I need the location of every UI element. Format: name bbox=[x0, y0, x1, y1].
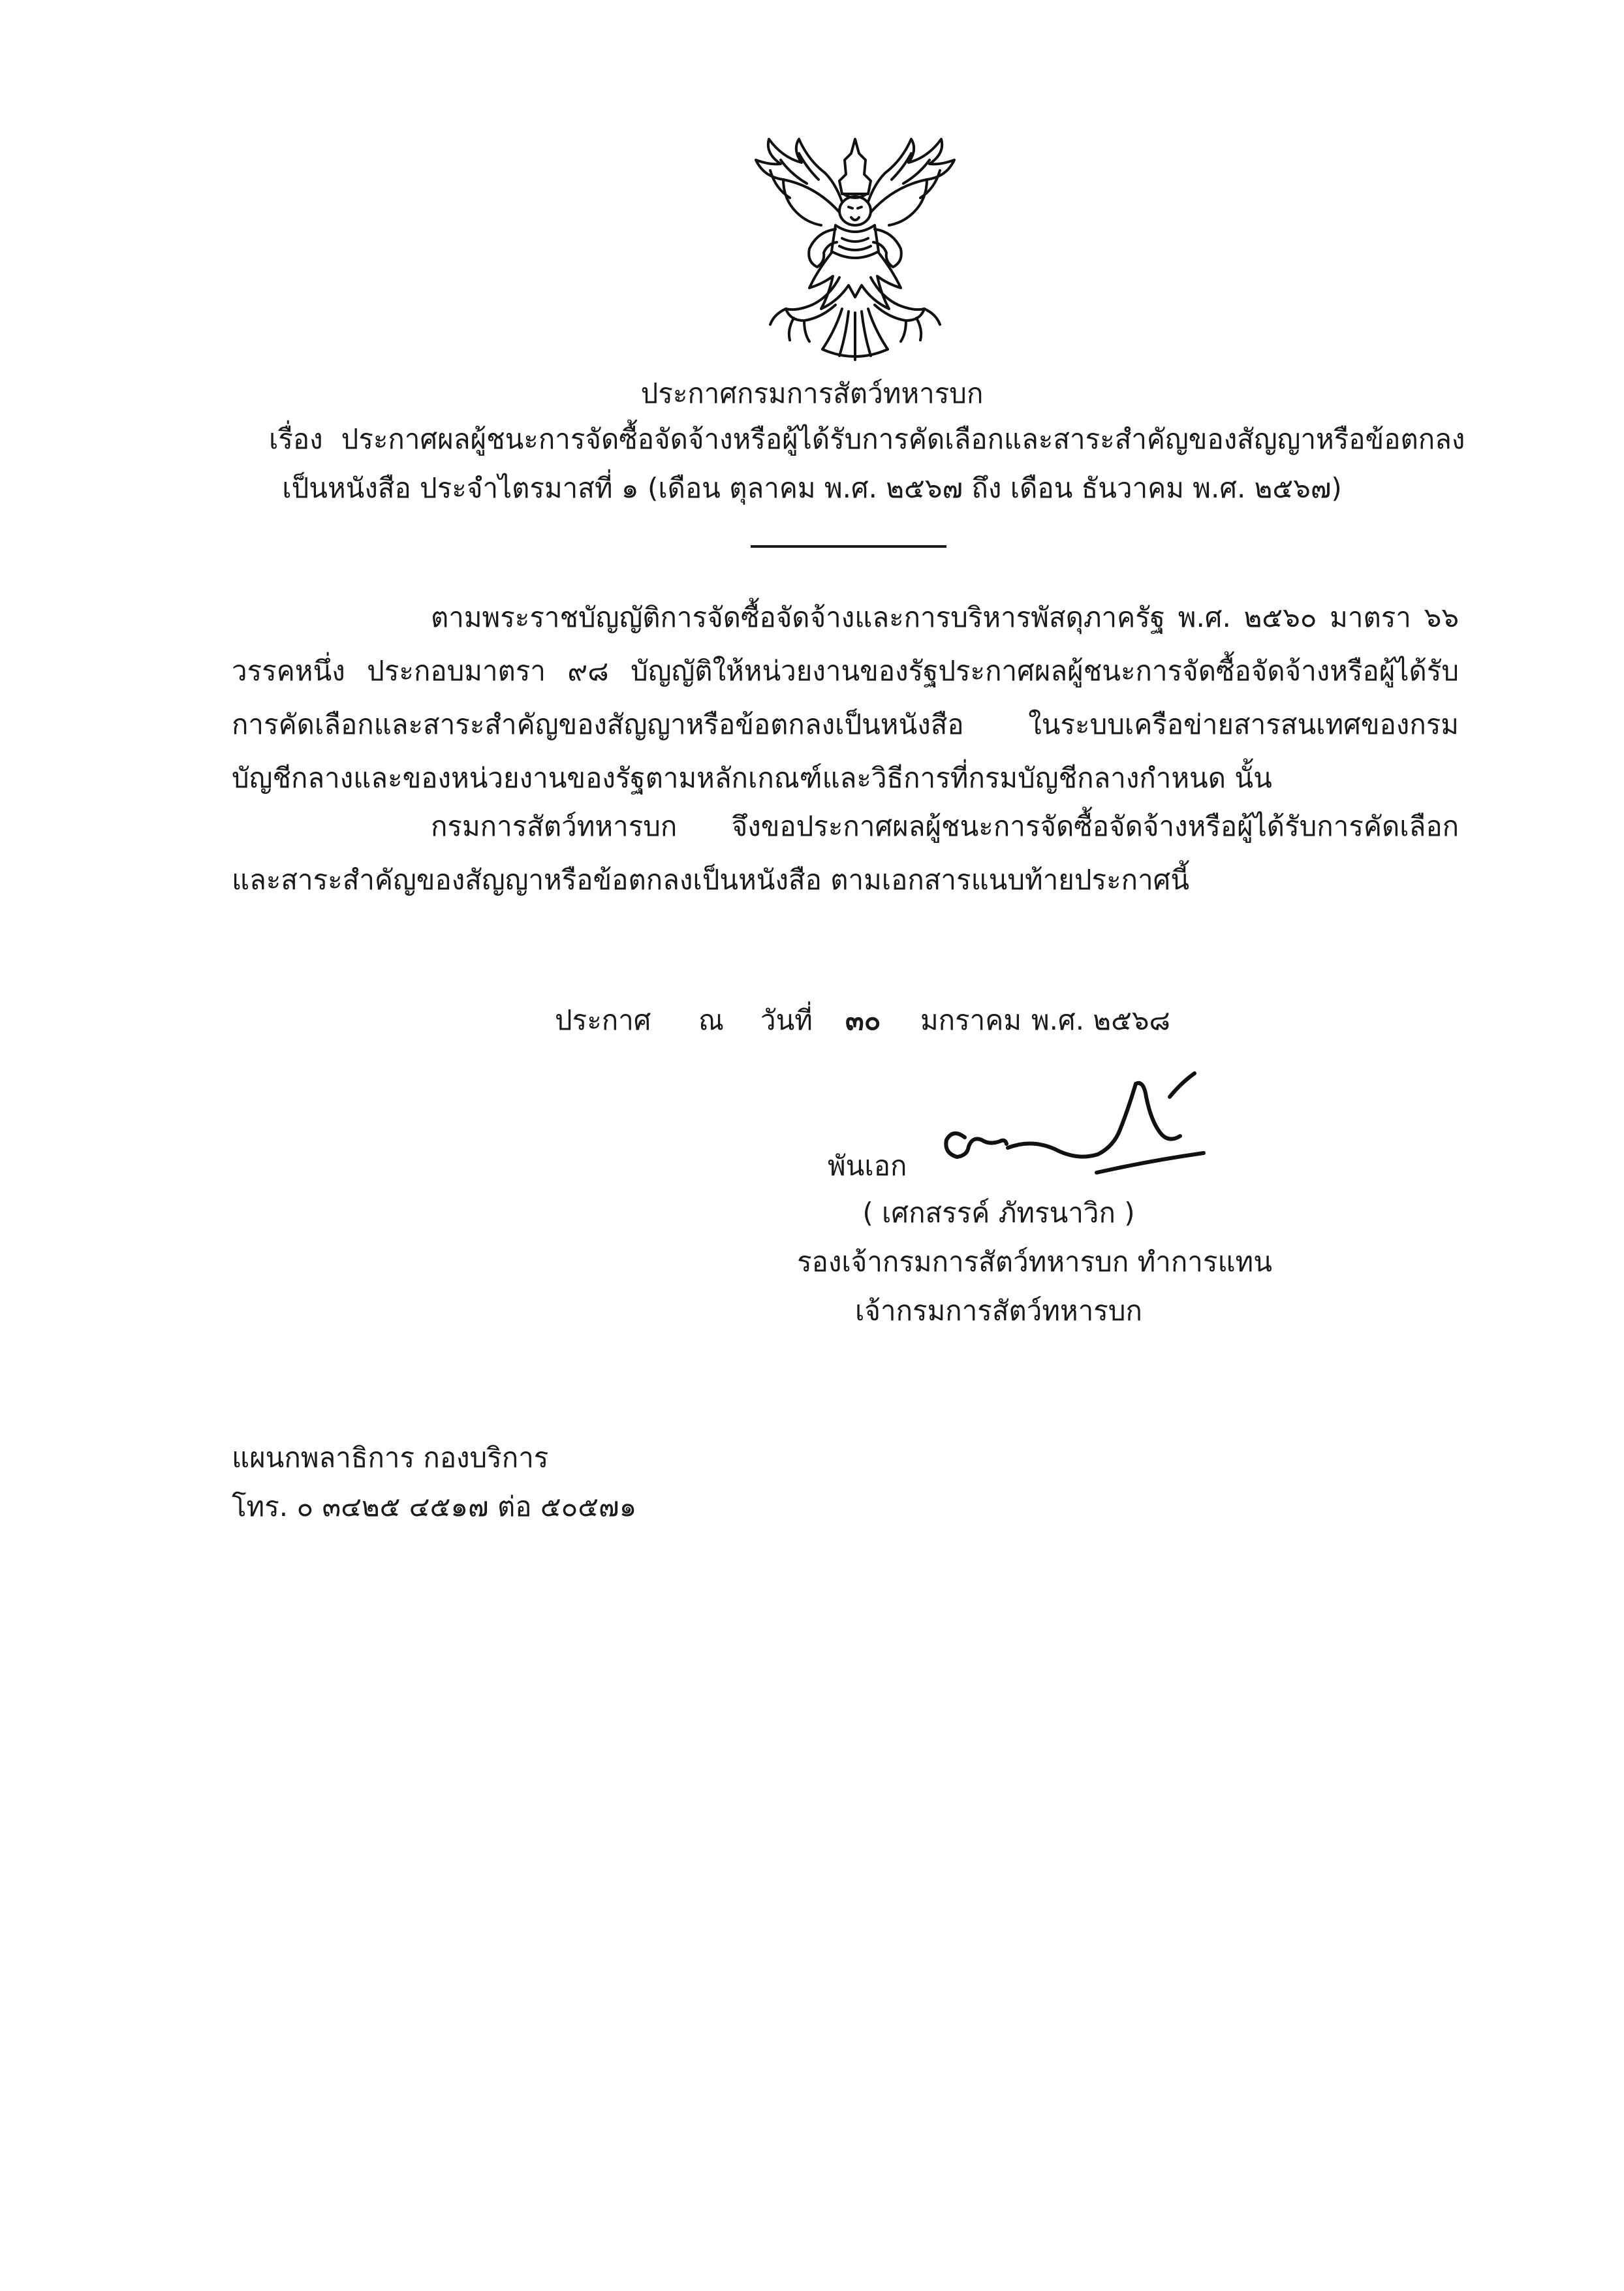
title-divider bbox=[751, 545, 946, 548]
announce-word: ประกาศ bbox=[555, 1004, 651, 1036]
footer-phone: โทร. ๐ ๓๔๒๕ ๔๕๑๗ ต่อ ๕๐๕๗๑ bbox=[232, 1491, 637, 1523]
subject-text-line2: เป็นหนังสือ ประจำไตรมาสที่ ๑ (เดือน ตุลาคม พ.ศ. ๒๕๖๗ ถึง เดือน ธันวาคม พ.ศ. ๒๕๖๗) bbox=[282, 472, 1342, 504]
footer-office: แผนกพลาธิการ กองบริการ bbox=[232, 1442, 549, 1474]
body-paragraph-2: กรมการสัตว์ทหารบก จึงขอประกาศผลผู้ชนะการจัดซื้อจัดจ้างหรือผู้ได้รับการคัดเลือกและสาระสำคัญของสัญญาหรือข้อตกลงเป็นหนังสือ ตามเอกสารแนบท้ายประกาศนี้ bbox=[232, 810, 1459, 896]
announce-year: พ.ศ. ๒๕๖๘ bbox=[1031, 1004, 1170, 1036]
body-paragraph-1: ตามพระราชบัญญัติการจัดซื้อจัดจ้างและการบริหารพัสดุภาครัฐ พ.ศ. ๒๕๖๐ มาตรา ๖๖ วรรคหนึ่ง ประกอบมาตรา ๙๘ บัญญัติให้หน่วยงานของรัฐประกาศผลผู้ชนะการจัดซื้อจัดจ้างหรือผู้ได้รับการคัดเลือกและสาระสำคัญของสัญญาหรือข้อตกลงเป็นหนังสือ ในระบบเครือข่ายสารสนเทศของกรมบัญชีกลางและของหน่วยงานของรัฐตามหลักเกณฑ์และวิธีการที่กรมบัญชีกลางกำหนด นั้น bbox=[232, 601, 1459, 794]
signatory-position-2: เจ้ากรมการสัตว์ทหารบก bbox=[855, 1295, 1142, 1327]
subject-line bbox=[269, 421, 1465, 458]
announce-day-label: วันที่ bbox=[760, 1004, 813, 1036]
document-title: ประกาศกรมการสัตว์ทหารบก bbox=[640, 377, 984, 409]
subject-text-line1: ประกาศผลผู้ชนะการจัดซื้อจัดจ้างหรือผู้ได้รับการคัดเลือกและสาระสำคัญของสัญญาหรือข้อตกลง bbox=[341, 423, 1465, 455]
signatory-position-1: รองเจ้ากรมการสัตว์ทหารบก ทำการแทน bbox=[797, 1246, 1272, 1278]
announcement-date-line bbox=[555, 1002, 1170, 1039]
subject-label: เรื่อง bbox=[269, 423, 323, 455]
handwritten-signature bbox=[927, 1058, 1208, 1195]
announce-month: มกราคม bbox=[920, 1004, 1022, 1036]
announce-at: ณ bbox=[698, 1004, 724, 1036]
signatory-name: ( เศกสรรค์ ภัทรนาวิก ) bbox=[862, 1197, 1135, 1229]
announce-day: ๓๐ bbox=[845, 1004, 881, 1036]
signatory-rank: พันเอก bbox=[828, 1150, 907, 1182]
garuda-emblem-icon bbox=[744, 134, 966, 366]
